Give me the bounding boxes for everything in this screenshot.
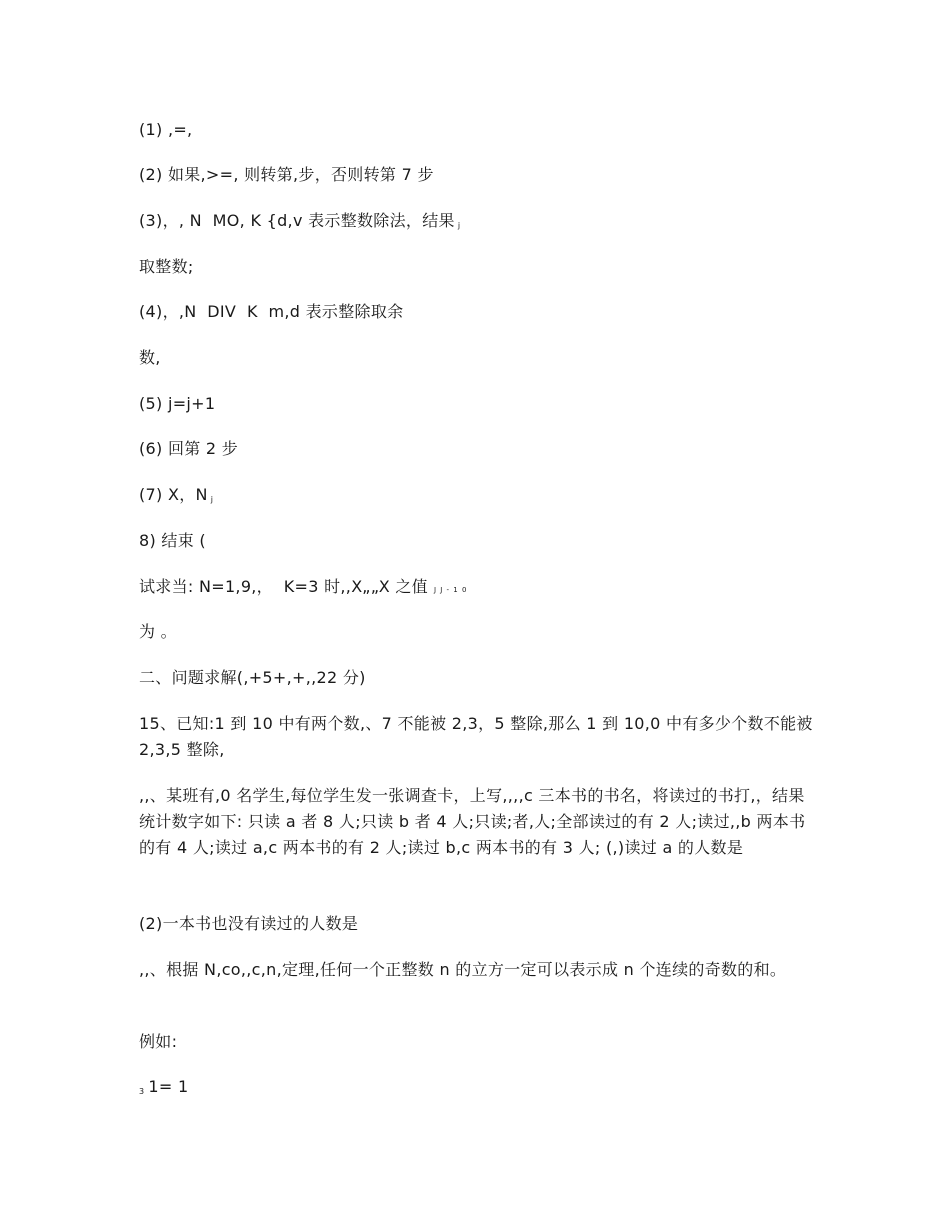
step-2-line: (2) 如果,>=, 则转第,步，否则转第 7 步 — [139, 165, 434, 184]
step-4-continuation: 数, — [139, 348, 161, 367]
question-subscript: J J - 1 0 — [433, 586, 468, 594]
step-3-line — [139, 208, 819, 239]
step-8-line: 8) 结束 ( — [139, 531, 206, 550]
example-formula-text: 1= 1 — [148, 1077, 189, 1096]
problem-16: ,,、某班有,0 名学生,每位学生发一张调查卡，上写,,,,c 三本书的书名，将读过的书打,，结果统计数字如下: 只读 a 者 8 人;只读 b 者 4 人;只读;者,人;全部读过的有 2 人;读过,,b 两本书的有 4 人;读过 a,c 两本书的有 2 人;读过 b,c 两本书的有 3 人; (,)读过 a 的人数是 — [139, 786, 806, 857]
question-line — [139, 574, 819, 603]
step-6-line: (6) 回第 2 步 — [139, 439, 239, 458]
step-7-text: (7) X，N — [139, 485, 208, 504]
example-formula — [139, 1074, 819, 1105]
step-7-subscript: j — [210, 495, 214, 504]
section-heading: 二、问题求解(,+5+,+,,22 分) — [139, 668, 366, 687]
question-text: 试求当: N=1,9,， K=3 时,,X„„X 之值 — [139, 577, 428, 596]
example-label: 例如: — [139, 1032, 178, 1051]
step-3-text: (3)，, N MO, K {d,v 表示整数除法，结果 — [139, 211, 455, 230]
question-answer-line: 为 。 — [139, 622, 177, 641]
problem-16-part-2: (2)一本书也没有读过的人数是 — [139, 914, 359, 933]
problem-15: 15、已知:1 到 10 中有两个数,、7 不能被 2,3，5 整除,那么 1 到 10,0 中有多少个数不能被 2,3,5 整除, — [139, 714, 819, 759]
step-3-continuation: 取整数; — [139, 257, 194, 276]
example-superscript: 3 — [139, 1087, 145, 1096]
step-7-line — [139, 482, 819, 513]
problem-17: ,,、根据 N,co,,c,n,定理,任何一个正整数 n 的立方一定可以表示成 n 个连续的奇数的和。 — [139, 960, 787, 979]
step-5-line: (5) j=j+1 — [139, 394, 216, 413]
step-3-subscript: j — [457, 221, 461, 230]
step-4-line: (4)，,N DIV K m,d 表示整除取余 — [139, 302, 404, 321]
step-1-line: (1) ,=, — [139, 120, 193, 139]
